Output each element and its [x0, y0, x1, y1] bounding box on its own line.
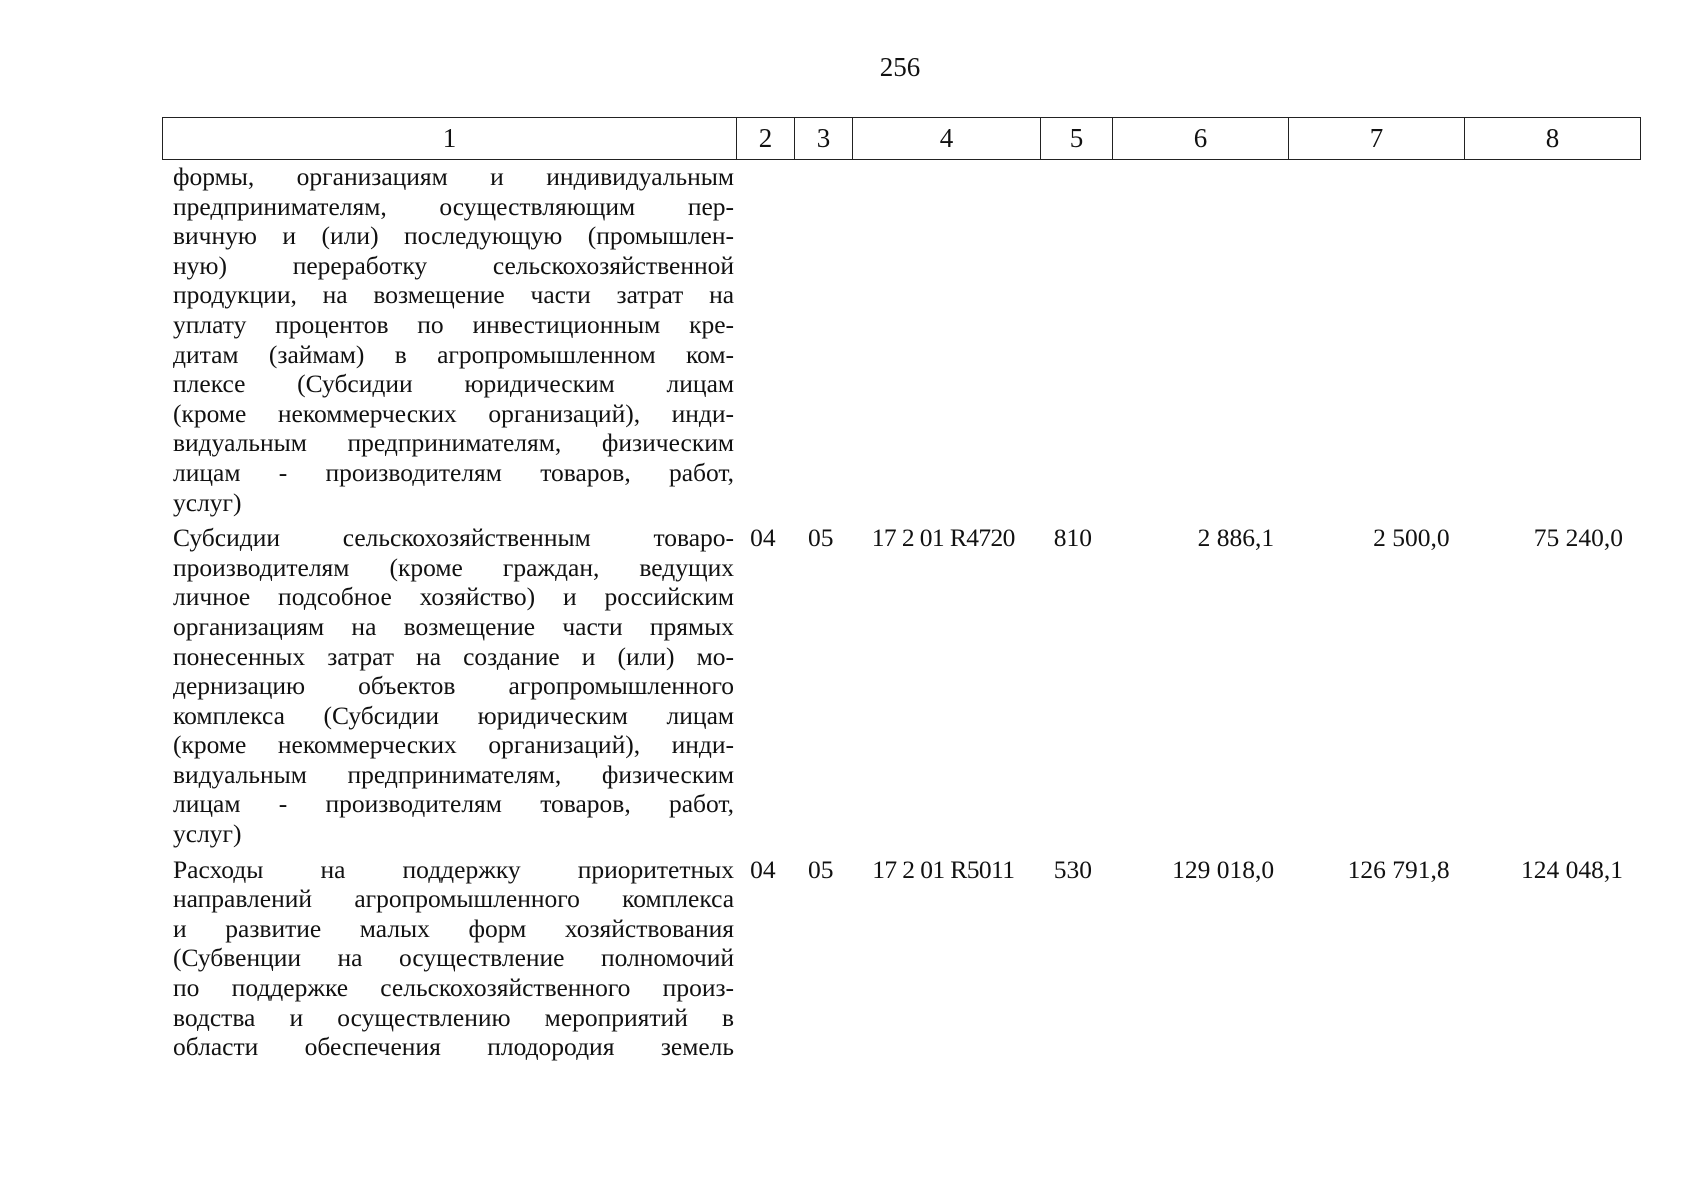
description-line: лицам - производителям товаров, работ, — [173, 457, 735, 487]
section-code: 04 — [750, 523, 776, 553]
table-row — [162, 855, 1635, 1062]
description-line: вичную и (или) последующую (промышлен- — [173, 221, 735, 251]
row-description — [162, 855, 734, 1062]
amount-year-1: 2 886,1 — [1197, 523, 1275, 553]
description-line: формы, организациям и индивидуальным — [173, 162, 735, 191]
description-line: области обеспечения плодородия земель — [173, 1032, 735, 1062]
section-code: 04 — [750, 854, 776, 884]
description-line: дитам (займам) в агропромышленном ком- — [173, 339, 735, 369]
description-line: продукции, на возмещение части затрат на — [173, 280, 735, 310]
subsection-code: 05 — [807, 523, 834, 553]
page-number: 256 — [879, 52, 921, 82]
table-body — [162, 162, 1635, 1068]
description-line: дернизацию объектов агропромышленного — [173, 671, 735, 701]
row-description — [162, 523, 734, 849]
column-header-row — [162, 117, 1641, 160]
amount-year-3: 75 240,0 — [1533, 523, 1623, 553]
subsection-code: 05 — [807, 854, 834, 884]
description-line: ную) переработку сельскохозяйственной — [173, 250, 735, 280]
description-line: (Субвенции на осуществление полномочий — [173, 943, 735, 973]
target-article-code: 17 2 01 R4720 — [871, 523, 1015, 553]
table-row — [162, 162, 1635, 517]
amount-year-1: 129 018,0 — [1172, 854, 1275, 884]
amount-year-3: 124 048,1 — [1520, 854, 1623, 884]
description-line: комплекса (Субсидии юридическим лицам — [173, 700, 735, 730]
table-row — [162, 523, 1635, 849]
column-header-3: 3 — [795, 118, 853, 160]
description-line: лицам - производителям товаров, работ, — [173, 789, 735, 819]
description-line: и развитие малых форм хозяйствования — [173, 913, 735, 943]
amount-year-2: 2 500,0 — [1373, 523, 1450, 553]
description-line: видуальным предпринимателям, физическим — [173, 759, 735, 789]
description-line: уплату процентов по инвестиционным кре- — [173, 309, 735, 339]
column-header-6: 6 — [1113, 118, 1289, 160]
description-line: услуг) — [173, 487, 242, 517]
expense-type-code: 530 — [1053, 854, 1092, 884]
column-header-7: 7 — [1289, 118, 1465, 160]
expense-type-code: 810 — [1053, 523, 1092, 553]
column-header-2: 2 — [737, 118, 795, 160]
target-article-code: 17 2 01 R5011 — [872, 854, 1015, 884]
description-line: понесенных затрат на создание и (или) мо- — [173, 641, 735, 671]
description-line: личное подсобное хозяйство) и российским — [173, 582, 735, 612]
description-line: видуальным предпринимателям, физическим — [173, 428, 735, 458]
column-header-4: 4 — [853, 118, 1041, 160]
description-line: водства и осуществлению мероприятий в — [173, 1002, 735, 1032]
description-line: (кроме некоммерческих организаций), инди- — [173, 398, 735, 428]
description-line: Расходы на поддержку приоритетных — [173, 854, 735, 884]
description-line: по поддержке сельскохозяйственного произ- — [173, 973, 735, 1003]
column-header-8: 8 — [1465, 118, 1641, 160]
row-description — [162, 162, 734, 517]
description-line: организациям на возмещение части прямых — [173, 611, 735, 641]
description-line: плексе (Субсидии юридическим лицам — [173, 369, 735, 399]
description-line: направлений агропромышленного комплекса — [173, 884, 735, 914]
description-line: (кроме некоммерческих организаций), инди- — [173, 730, 735, 760]
description-line: услуг) — [173, 819, 242, 849]
description-line: производителям (кроме граждан, ведущих — [173, 552, 735, 582]
description-line: предпринимателям, осуществляющим пер- — [173, 191, 735, 221]
column-header-1: 1 — [163, 118, 737, 160]
column-header-5: 5 — [1041, 118, 1113, 160]
amount-year-2: 126 791,8 — [1347, 854, 1450, 884]
description-line: Субсидии сельскохозяйственным товаро- — [173, 523, 735, 553]
